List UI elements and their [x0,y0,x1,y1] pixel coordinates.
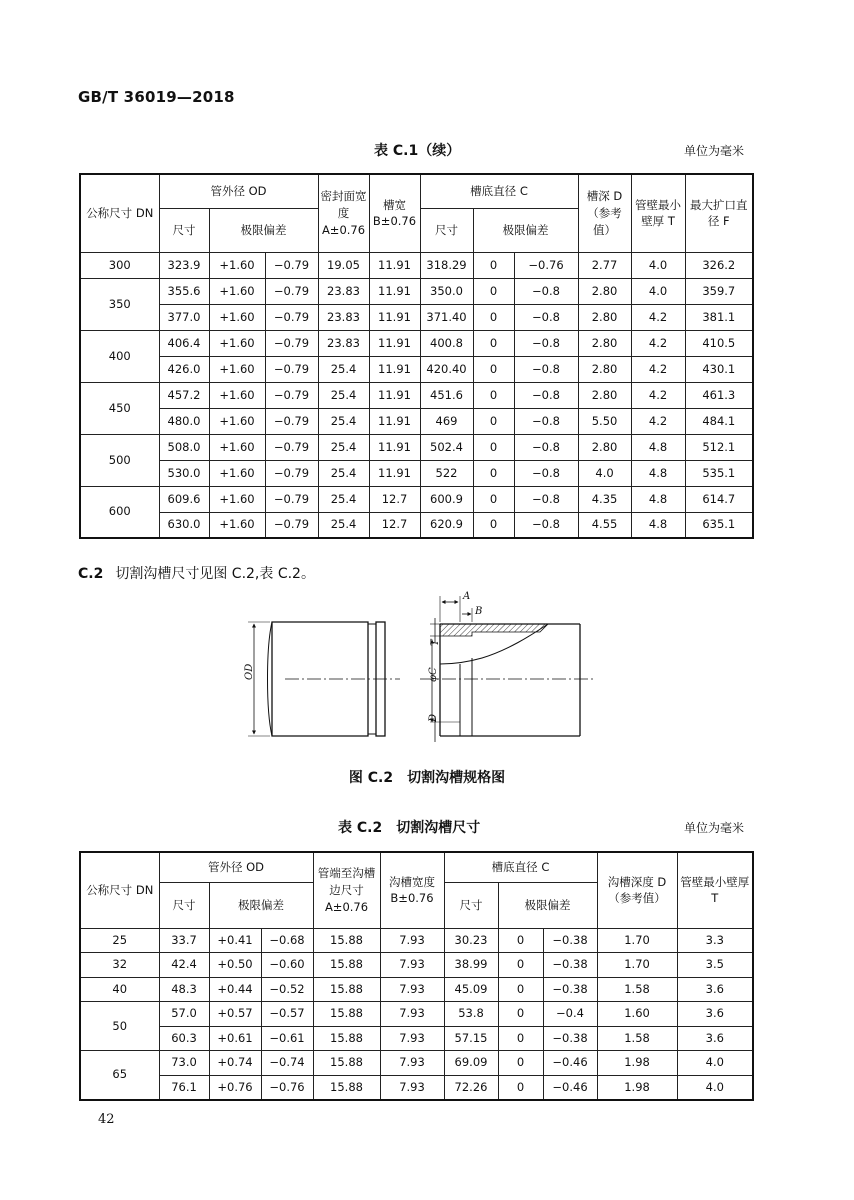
table-cell: +1.60 [209,330,265,356]
table-cell: 4.0 [677,1051,753,1076]
header-od-tol: 极限偏差 [209,208,318,252]
table-cell: +1.60 [209,382,265,408]
table-cell: 12.7 [369,486,420,512]
table-cell: 15.88 [313,1051,380,1076]
table-row [80,252,753,278]
table-cell: 15.88 [313,977,380,1002]
table-cell: +1.60 [209,278,265,304]
table-cell: 4.8 [631,460,685,486]
table-cell: 72.26 [444,1075,498,1100]
table-cell: 7.93 [380,1075,444,1100]
table-cell: 25.4 [318,486,369,512]
dn-cell: 300 [80,252,159,278]
table1-unit: 单位为毫米 [684,144,745,158]
header-a: 密封面宽度 A±0.76 [318,174,369,252]
table-cell: −0.79 [265,278,318,304]
table-cell: 60.3 [159,1026,209,1051]
pipe-side-view [244,622,400,736]
table-cell: +0.50 [209,953,261,978]
table-cell: +0.74 [209,1051,261,1076]
table-row [80,512,753,538]
table-cell: 7.93 [380,953,444,978]
table-cell: 48.3 [159,977,209,1002]
table-cell: −0.79 [265,486,318,512]
table-cell: 0 [473,330,514,356]
table-cell: 1.98 [597,1075,677,1100]
table-cell: 12.7 [369,512,420,538]
table-cell: 2.80 [578,356,631,382]
table-cell: 535.1 [685,460,753,486]
table-cell: +1.60 [209,434,265,460]
table-cell: 15.88 [313,1026,380,1051]
table-cell: −0.38 [543,928,597,953]
table-cell: 350.0 [420,278,473,304]
table-cell: 451.6 [420,382,473,408]
table-cell: −0.38 [543,977,597,1002]
table-cell: 15.88 [313,953,380,978]
table-cell: 11.91 [369,278,420,304]
table-cell: 30.23 [444,928,498,953]
header-c: 槽底直径 C [444,852,597,882]
dn-cell: 50 [80,1002,159,1051]
table-cell: 4.2 [631,408,685,434]
table-cell: 3.6 [677,1026,753,1051]
table-cell: −0.8 [514,356,578,382]
table-cell: −0.74 [261,1051,313,1076]
section-c2 [78,563,315,583]
standard-number: GB/T 36019—2018 [78,88,235,106]
table-cell: 420.40 [420,356,473,382]
table-cell: −0.4 [543,1002,597,1027]
table-cell: −0.8 [514,434,578,460]
table-cell: 4.2 [631,304,685,330]
table-cell: 0 [473,512,514,538]
table-cell: 11.91 [369,382,420,408]
table-cell: 11.91 [369,330,420,356]
table-cell: 480.0 [159,408,209,434]
table-cell: 25.4 [318,356,369,382]
table-cell: 4.2 [631,356,685,382]
table-cell: +0.57 [209,1002,261,1027]
table-cell: 23.83 [318,278,369,304]
table-cell: +1.60 [209,252,265,278]
table-row [80,928,753,953]
table-cell: 512.1 [685,434,753,460]
table-cell: −0.79 [265,460,318,486]
table-cell: 371.40 [420,304,473,330]
table-cell: 23.83 [318,304,369,330]
table-cell: 2.80 [578,278,631,304]
table-cell: 25.4 [318,382,369,408]
dn-cell: 500 [80,434,159,486]
table-cell: −0.79 [265,330,318,356]
table-cell: 0 [473,408,514,434]
table-cell: −0.79 [265,304,318,330]
figure-caption: 图 C.2 切割沟槽规格图 [348,770,506,786]
table-cell: 38.99 [444,953,498,978]
header-a: 管端至沟槽边尺寸 A±0.76 [313,852,380,928]
table2-unit: 单位为毫米 [684,821,745,835]
label-d: D [428,713,439,722]
table-cell: −0.8 [514,330,578,356]
table-cell: 0 [498,1051,543,1076]
table-row [80,330,753,356]
table-row [80,1051,753,1076]
header-c-size: 尺寸 [444,882,498,928]
groove-diagram [230,588,610,758]
table-cell: 4.0 [677,1075,753,1100]
table-cell: 5.50 [578,408,631,434]
label-od: OD [244,663,255,680]
table-row [80,304,753,330]
header-d: 沟槽深度 D（参考值） [597,852,677,928]
table-cell: −0.8 [514,304,578,330]
table-cell: 4.8 [631,486,685,512]
table-cell: 426.0 [159,356,209,382]
table-cell: −0.38 [543,953,597,978]
groove-section-view [420,591,595,742]
table-cell: 2.80 [578,382,631,408]
table-cell: 3.3 [677,928,753,953]
table-cell: 11.91 [369,304,420,330]
header-od-size: 尺寸 [159,208,209,252]
table-cell: −0.61 [261,1026,313,1051]
header-c: 槽底直径 C [420,174,578,208]
table-cell: 484.1 [685,408,753,434]
table-cell: 0 [473,486,514,512]
table-cell: 0 [473,304,514,330]
table-c1 [79,173,754,539]
table-row [80,1026,753,1051]
table-cell: 7.93 [380,977,444,1002]
table-cell: 1.70 [597,928,677,953]
dn-cell: 40 [80,977,159,1002]
table-cell: 11.91 [369,434,420,460]
table-row [80,1075,753,1100]
table-cell: 4.0 [631,252,685,278]
table-cell: 4.2 [631,330,685,356]
header-dn: 公称尺寸 DN [80,174,159,252]
table-cell: 42.4 [159,953,209,978]
table-cell: −0.8 [514,382,578,408]
header-od-size: 尺寸 [159,882,209,928]
table-cell: 2.77 [578,252,631,278]
table-cell: 57.0 [159,1002,209,1027]
header-b: 槽宽 B±0.76 [369,174,420,252]
table-cell: 4.2 [631,382,685,408]
table-cell: 0 [473,278,514,304]
table-cell: 7.93 [380,1051,444,1076]
table-cell: 4.0 [631,278,685,304]
table-cell: 0 [498,928,543,953]
table-cell: −0.8 [514,460,578,486]
table-cell: −0.8 [514,512,578,538]
section-text: 切割沟槽尺寸见图 C.2,表 C.2。 [115,566,315,582]
table-row [80,434,753,460]
table-cell: 410.5 [685,330,753,356]
table-cell: 1.58 [597,977,677,1002]
header-b: 沟槽宽度 B±0.76 [380,852,444,928]
table-cell: 0 [473,434,514,460]
header-f: 最大扩口直径 F [685,174,753,252]
table-cell: 76.1 [159,1075,209,1100]
table-cell: 0 [473,252,514,278]
table-cell: +1.60 [209,408,265,434]
table-cell: 11.91 [369,408,420,434]
table-cell: −0.76 [514,252,578,278]
table-cell: 4.35 [578,486,631,512]
label-b: B [475,606,483,617]
label-c: φC [428,667,439,682]
dn-cell: 600 [80,486,159,538]
table-cell: −0.60 [261,953,313,978]
table-cell: 1.58 [597,1026,677,1051]
table-row [80,356,753,382]
table-cell: 25.4 [318,512,369,538]
table-cell: 0 [498,953,543,978]
header-c-tol: 极限偏差 [498,882,597,928]
dn-cell: 450 [80,382,159,434]
table-cell: 620.9 [420,512,473,538]
table-cell: 0 [473,382,514,408]
table-cell: 23.83 [318,330,369,356]
table-cell: −0.79 [265,356,318,382]
header-c-tol: 极限偏差 [473,208,578,252]
table-cell: 0 [473,460,514,486]
table-cell: 69.09 [444,1051,498,1076]
table-cell: 0 [498,1075,543,1100]
table-cell: −0.79 [265,408,318,434]
table-cell: 630.0 [159,512,209,538]
table-cell: 1.60 [597,1002,677,1027]
table-cell: +1.60 [209,486,265,512]
table-cell: 15.88 [313,928,380,953]
table-cell: −0.8 [514,486,578,512]
table-cell: 4.55 [578,512,631,538]
table-cell: −0.8 [514,408,578,434]
table-row [80,278,753,304]
table-cell: 461.3 [685,382,753,408]
header-od: 管外径 OD [159,852,313,882]
table-cell: +0.44 [209,977,261,1002]
table-cell: 0 [473,356,514,382]
dn-cell: 25 [80,928,159,953]
table-cell: +1.60 [209,460,265,486]
table-cell: 502.4 [420,434,473,460]
table-cell: 7.93 [380,1026,444,1051]
table-cell: +1.60 [209,356,265,382]
table-cell: −0.79 [265,382,318,408]
table-cell: 406.4 [159,330,209,356]
table-cell: 3.6 [677,977,753,1002]
table-cell: 614.7 [685,486,753,512]
table-cell: 377.0 [159,304,209,330]
table2-caption: 表 C.2 切割沟槽尺寸 [338,820,481,836]
table-cell: 33.7 [159,928,209,953]
table-cell: 1.98 [597,1051,677,1076]
table-cell: 359.7 [685,278,753,304]
table-cell: 15.88 [313,1075,380,1100]
table-cell: 25.4 [318,408,369,434]
table-cell: +0.41 [209,928,261,953]
table-cell: 57.15 [444,1026,498,1051]
table-cell: 19.05 [318,252,369,278]
table-cell: 4.8 [631,434,685,460]
table-cell: 15.88 [313,1002,380,1027]
table-cell: 4.0 [578,460,631,486]
header-od: 管外径 OD [159,174,318,208]
dn-cell: 32 [80,953,159,978]
table-cell: +1.60 [209,512,265,538]
table-cell: −0.76 [261,1075,313,1100]
table-cell: 2.80 [578,304,631,330]
table-cell: 1.70 [597,953,677,978]
table-cell: 0 [498,1002,543,1027]
table-cell: 609.6 [159,486,209,512]
page-number: 42 [98,1112,115,1127]
table-cell: −0.52 [261,977,313,1002]
table-cell: 73.0 [159,1051,209,1076]
table-cell: 430.1 [685,356,753,382]
section-number: C.2 [78,566,104,582]
dn-cell: 400 [80,330,159,382]
table-cell: 635.1 [685,512,753,538]
table-cell: 381.1 [685,304,753,330]
table-cell: −0.38 [543,1026,597,1051]
table1-caption: 表 C.1（续） [374,143,461,159]
table-cell: 25.4 [318,434,369,460]
header-od-tol: 极限偏差 [209,882,313,928]
table-cell: 400.8 [420,330,473,356]
table-cell: +0.61 [209,1026,261,1051]
table-cell: 522 [420,460,473,486]
header-c-size: 尺寸 [420,208,473,252]
table-cell: +1.60 [209,304,265,330]
table-cell: 0 [498,977,543,1002]
table-c2 [79,851,754,1101]
table-cell: −0.68 [261,928,313,953]
table-row [80,953,753,978]
table-cell: 318.29 [420,252,473,278]
label-a: A [463,591,471,602]
header-t: 管壁最小壁厚 T [677,852,753,928]
table-row [80,486,753,512]
dn-cell: 350 [80,278,159,330]
table-cell: 355.6 [159,278,209,304]
table-cell: 508.0 [159,434,209,460]
table-cell: 11.91 [369,252,420,278]
table-cell: 2.80 [578,434,631,460]
table-cell: 3.5 [677,953,753,978]
table-cell: +0.76 [209,1075,261,1100]
table-cell: 457.2 [159,382,209,408]
table-cell: 0 [498,1026,543,1051]
dn-cell: 65 [80,1051,159,1100]
table-cell: 7.93 [380,928,444,953]
table-row [80,382,753,408]
table-cell: −0.79 [265,252,318,278]
table-cell: −0.79 [265,434,318,460]
table-cell: 323.9 [159,252,209,278]
table-cell: 53.8 [444,1002,498,1027]
table-cell: 45.09 [444,977,498,1002]
table-cell: −0.46 [543,1075,597,1100]
table-cell: 11.91 [369,460,420,486]
table-row [80,1002,753,1027]
table-cell: 326.2 [685,252,753,278]
table-cell: 7.93 [380,1002,444,1027]
table-cell: 4.8 [631,512,685,538]
table-row [80,408,753,434]
table-cell: 3.6 [677,1002,753,1027]
table-cell: 469 [420,408,473,434]
table-cell: 2.80 [578,330,631,356]
table-cell: −0.46 [543,1051,597,1076]
table-cell: 600.9 [420,486,473,512]
label-t: T [430,639,441,646]
table-cell: 530.0 [159,460,209,486]
table-cell: 11.91 [369,356,420,382]
table-cell: 25.4 [318,460,369,486]
table-row [80,977,753,1002]
table-row [80,460,753,486]
header-dn: 公称尺寸 DN [80,852,159,928]
header-d: 槽深 D（参考值） [578,174,631,252]
header-t: 管壁最小壁厚 T [631,174,685,252]
table-cell: −0.8 [514,278,578,304]
table-cell: −0.79 [265,512,318,538]
table-cell: −0.57 [261,1002,313,1027]
